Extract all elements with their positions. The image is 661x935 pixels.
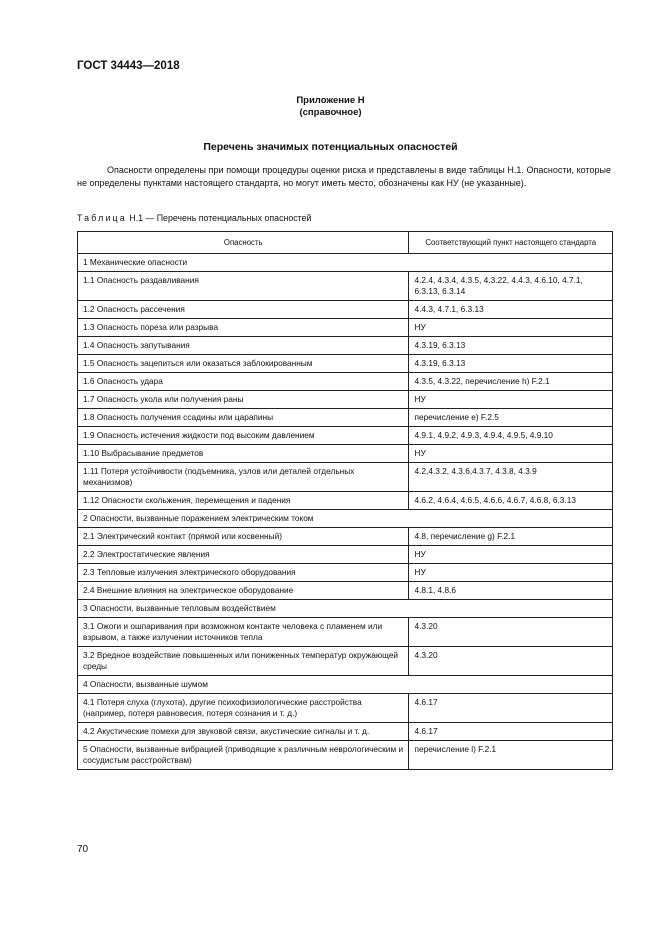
- table-row: [78, 373, 613, 391]
- table-row: [78, 528, 613, 546]
- hazard-cell: 2.2 Электростатические явления: [78, 546, 409, 564]
- table-row: [78, 694, 613, 723]
- hazard-cell: 1.12 Опасности скольжения, перемещения и падения: [78, 492, 409, 510]
- table-caption: [77, 213, 311, 223]
- clause-cell: перечисление l) F.2.1: [409, 741, 613, 770]
- standard-header: ГОСТ 34443—2018: [77, 60, 180, 72]
- table-section-row: [78, 510, 613, 528]
- clause-cell: перечисление е) F.2.5: [409, 409, 613, 427]
- section-cell: 3 Опасности, вызванные тепловым воздействием: [78, 600, 613, 618]
- clause-cell: 4.3.19, 6.3.13: [409, 355, 613, 373]
- appendix-title: Приложение Н: [296, 95, 365, 106]
- clause-cell: 4.3.5, 4.3.22, перечисление h) F.2.1: [409, 373, 613, 391]
- section-cell: 2 Опасности, вызванные поражением электрическим током: [78, 510, 613, 528]
- table-row: [78, 723, 613, 741]
- table-row: [78, 427, 613, 445]
- table-caption-text: Н.1 — Перечень потенциальных опасностей: [126, 213, 312, 223]
- clause-cell: НУ: [409, 391, 613, 409]
- hazard-cell: 5 Опасности, вызванные вибрацией (приводящие к различным неврологическим и сосудистым расстройствам): [78, 741, 409, 770]
- hazard-cell: 1.4 Опасность запутывания: [78, 337, 409, 355]
- hazard-cell: 1.5 Опасность зацепиться или оказаться заблокированным: [78, 355, 409, 373]
- hazard-cell: 2.3 Тепловые излучения электрического оборудования: [78, 564, 409, 582]
- clause-cell: НУ: [409, 564, 613, 582]
- table-row: [78, 391, 613, 409]
- section-cell: 1 Механические опасности: [78, 254, 613, 272]
- table-row: [78, 445, 613, 463]
- table-row: [78, 272, 613, 301]
- table-section-row: [78, 254, 613, 272]
- hazard-cell: 2.4 Внешние влияния на электрическое оборудование: [78, 582, 409, 600]
- table-row: [78, 647, 613, 676]
- table-row: [78, 319, 613, 337]
- clause-cell: 4.8.1, 4.8.6: [409, 582, 613, 600]
- clause-cell: 4.6.17: [409, 723, 613, 741]
- hazard-cell: 1.3 Опасность пореза или разрыва: [78, 319, 409, 337]
- clause-cell: 4.4.3, 4.7.1, 6.3.13: [409, 301, 613, 319]
- table-section-row: [78, 676, 613, 694]
- header-clause: Соответствующий пункт настоящего стандарта: [409, 232, 613, 254]
- hazard-cell: 1.10 Выбрасывание предметов: [78, 445, 409, 463]
- section-cell: 4 Опасности, вызванные шумом: [78, 676, 613, 694]
- hazard-cell: 1.7 Опасность укола или получения раны: [78, 391, 409, 409]
- table-row: [78, 546, 613, 564]
- clause-cell: 4.3.20: [409, 647, 613, 676]
- table-row: [78, 355, 613, 373]
- table-row: [78, 741, 613, 770]
- table-row: [78, 582, 613, 600]
- header-hazard: Опасность: [78, 232, 409, 254]
- hazards-table: [77, 231, 613, 770]
- clause-cell: 4.3.19, 6.3.13: [409, 337, 613, 355]
- intro-text: Опасности определены при помощи процедуры оценки риска и представлены в виде таблицы Н.1. Опасности, которые не определены пунктами настоящего стандарта, но могут иметь место, обозначены как НУ (не указанные).: [77, 165, 611, 188]
- table-caption-word: Таблица: [77, 213, 127, 223]
- clause-cell: НУ: [409, 546, 613, 564]
- appendix-type: (справочное): [299, 107, 362, 118]
- clause-cell: 4.2.4, 4.3.4, 4.3.5, 4.3.22, 4.4.3, 4.6.10, 4.7.1, 6.3.13, 6.3.14: [409, 272, 613, 301]
- hazard-cell: 1.2 Опасность рассечения: [78, 301, 409, 319]
- hazard-cell: 4.1 Потеря слуха (глухота), другие психофизиологические расстройства (например, потеря равновесия, потеря сознания и т. д.): [78, 694, 409, 723]
- clause-cell: 4.6.2, 4.6.4, 4.6.5, 4.6.6, 4.6.7, 4.6.8, 6.3.13: [409, 492, 613, 510]
- clause-cell: 4.3.20: [409, 618, 613, 647]
- table-row: [78, 463, 613, 492]
- table-section-row: [78, 600, 613, 618]
- hazard-cell: 1.9 Опасность истечения жидкости под высоким давлением: [78, 427, 409, 445]
- table-body: [78, 254, 613, 770]
- table-row: [78, 564, 613, 582]
- clause-cell: 4.2,4.3.2, 4.3.6,4.3.7, 4.3.8, 4.3.9: [409, 463, 613, 492]
- table-header-row: [78, 232, 613, 254]
- hazard-cell: 2.1 Электрический контакт (прямой или косвенный): [78, 528, 409, 546]
- clause-cell: 4.9.1, 4.9.2, 4.9.3, 4.9.4, 4.9.5, 4.9.10: [409, 427, 613, 445]
- clause-cell: НУ: [409, 319, 613, 337]
- hazard-cell: 1.6 Опасность удара: [78, 373, 409, 391]
- table-row: [78, 409, 613, 427]
- hazard-cell: 1.1 Опасность раздавливания: [78, 272, 409, 301]
- table-row: [78, 492, 613, 510]
- intro-paragraph: [77, 164, 611, 190]
- hazard-cell: 3.1 Ожоги и ошпаривания при возможном контакте человека с пламенем или взрывом, а также излучении источников тепла: [78, 618, 409, 647]
- hazard-cell: 1.11 Потеря устойчивости (подъемника, узлов или деталей отдельных механизмов): [78, 463, 409, 492]
- page-number: 70: [77, 844, 89, 855]
- clause-cell: НУ: [409, 445, 613, 463]
- clause-cell: 4.6.17: [409, 694, 613, 723]
- hazard-cell: 3.2 Вредное воздействие повышенных или пониженных температур окружающей среды: [78, 647, 409, 676]
- section-title: Перечень значимых потенциальных опасностей: [203, 141, 458, 153]
- table-row: [78, 618, 613, 647]
- table-row: [78, 337, 613, 355]
- hazard-cell: 4.2 Акустические помехи для звуковой связи, акустические сигналы и т. д.: [78, 723, 409, 741]
- hazard-cell: 1.8 Опасность получения ссадины или царапины: [78, 409, 409, 427]
- clause-cell: 4.8, перечисление g) F.2.1: [409, 528, 613, 546]
- table-row: [78, 301, 613, 319]
